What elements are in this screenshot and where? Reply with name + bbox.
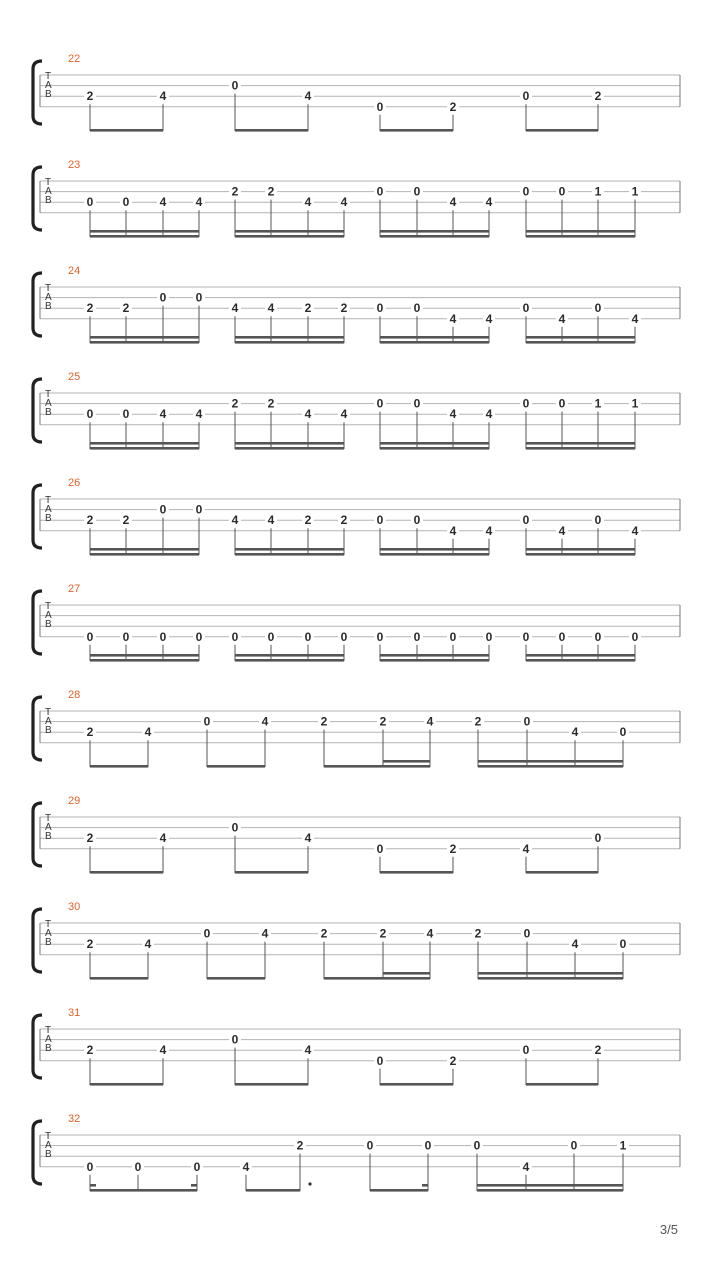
fret-number: 4 (195, 407, 203, 422)
fret-number: 0 (122, 629, 130, 644)
beam (380, 659, 489, 662)
beam (324, 765, 430, 768)
measure-number: 23 (68, 159, 81, 171)
fret-number: 2 (379, 926, 387, 941)
beam-stub (422, 1184, 428, 1187)
fret-number: 0 (594, 831, 602, 846)
beam (90, 336, 199, 339)
beam (90, 765, 148, 768)
tab-system (33, 477, 680, 556)
fret-number: 0 (413, 629, 421, 644)
fret-number: 0 (413, 301, 421, 316)
fret-number: 4 (159, 89, 167, 104)
fret-number: 0 (86, 195, 94, 210)
fret-number: 0 (558, 184, 566, 199)
tab-clef-letter: A (45, 610, 52, 621)
beam (380, 442, 489, 445)
tab-system (33, 583, 680, 662)
tab-clef-letter: B (45, 831, 52, 842)
tab-clef-letter: A (45, 398, 52, 409)
fret-number: 0 (195, 629, 203, 644)
fret-number: 0 (619, 725, 627, 740)
tab-clef-letter: A (45, 1140, 52, 1151)
beam (90, 977, 148, 980)
fret-number: 0 (413, 396, 421, 411)
fret-number: 2 (304, 301, 312, 316)
fret-number: 0 (86, 407, 94, 422)
beam (380, 548, 489, 551)
fret-number: 0 (376, 301, 384, 316)
beam (90, 230, 199, 233)
fret-number: 4 (144, 937, 152, 952)
tab-clef-letter: B (45, 619, 52, 630)
tab-clef-letter: A (45, 1034, 52, 1045)
beam (478, 765, 623, 768)
fret-number: 2 (340, 513, 348, 528)
system-bracket (33, 167, 42, 230)
fret-number: 4 (449, 523, 457, 538)
fret-number: 4 (267, 301, 275, 316)
fret-number: 0 (134, 1159, 142, 1174)
fret-number: 2 (231, 184, 239, 199)
fret-number: 4 (449, 407, 457, 422)
beam (477, 1184, 623, 1187)
fret-number: 0 (122, 407, 130, 422)
beam (380, 129, 453, 132)
tab-clef-letter: B (45, 513, 52, 524)
fret-number: 4 (449, 311, 457, 326)
tab-clef-letter: A (45, 928, 52, 939)
fret-number: 2 (122, 301, 130, 316)
beam (235, 230, 344, 233)
fret-number: 1 (631, 396, 639, 411)
fret-number: 2 (474, 714, 482, 729)
fret-number: 4 (159, 407, 167, 422)
fret-number: 0 (159, 290, 167, 305)
fret-number: 2 (296, 1138, 304, 1153)
beam (235, 553, 344, 556)
tab-system (33, 1113, 680, 1192)
tab-system (33, 159, 680, 238)
tab-clef-letter: A (45, 80, 52, 91)
fret-number: 0 (122, 195, 130, 210)
fret-number: 2 (267, 184, 275, 199)
tab-clef-letter: A (45, 186, 52, 197)
tab-system (33, 795, 680, 874)
fret-number: 2 (594, 1043, 602, 1058)
fret-number: 0 (449, 629, 457, 644)
fret-number: 4 (159, 195, 167, 210)
fret-number: 4 (340, 407, 348, 422)
fret-number: 2 (86, 89, 94, 104)
system-bracket (33, 909, 42, 972)
beam (380, 230, 489, 233)
beam (207, 977, 265, 980)
fret-number: 0 (522, 396, 530, 411)
beam (526, 336, 635, 339)
fret-number: 2 (379, 714, 387, 729)
tab-clef-letter: A (45, 504, 52, 515)
beam (324, 977, 430, 980)
fret-number: 0 (376, 99, 384, 114)
beam (235, 548, 344, 551)
fret-number: 2 (86, 301, 94, 316)
beam (380, 447, 489, 450)
system-bracket (33, 803, 42, 866)
beam (526, 230, 635, 233)
fret-number: 0 (231, 78, 239, 93)
fret-number: 1 (631, 184, 639, 199)
fret-number: 0 (424, 1138, 432, 1153)
fret-number: 4 (242, 1159, 250, 1174)
fret-number: 1 (619, 1138, 627, 1153)
fret-number: 0 (86, 1159, 94, 1174)
fret-number: 2 (231, 396, 239, 411)
tab-clef-letter: A (45, 822, 52, 833)
fret-number: 0 (558, 396, 566, 411)
fret-number: 1 (594, 184, 602, 199)
beam (526, 447, 635, 450)
fret-number: 2 (449, 99, 457, 114)
tab-clef-letter: T (45, 601, 52, 612)
fret-number: 4 (261, 714, 269, 729)
fret-number: 4 (485, 407, 493, 422)
fret-number: 4 (558, 523, 566, 538)
fret-number: 4 (231, 301, 239, 316)
fret-number: 0 (522, 513, 530, 528)
system-bracket (33, 379, 42, 442)
beam (526, 548, 635, 551)
system-bracket (33, 697, 42, 760)
fret-number: 2 (267, 396, 275, 411)
beam (235, 447, 344, 450)
tab-clef-letter: B (45, 89, 52, 100)
beam (380, 654, 489, 657)
fret-number: 4 (522, 1159, 530, 1174)
fret-number: 0 (558, 629, 566, 644)
fret-number: 2 (86, 937, 94, 952)
fret-number: 2 (594, 89, 602, 104)
tab-clef-letter: B (45, 407, 52, 418)
fret-number: 2 (320, 926, 328, 941)
measure-number: 31 (68, 1007, 81, 1019)
beam (235, 129, 308, 132)
fret-number: 0 (231, 820, 239, 835)
measure-number: 24 (68, 265, 81, 277)
tab-system (33, 1007, 680, 1086)
beam (526, 341, 635, 344)
beam (90, 442, 199, 445)
fret-number: 4 (485, 311, 493, 326)
fret-number: 0 (195, 502, 203, 517)
fret-number: 2 (449, 1053, 457, 1068)
tab-clef-letter: T (45, 389, 52, 400)
tab-clef-letter: T (45, 707, 52, 718)
system-bracket (33, 273, 42, 336)
tab-clef-letter: B (45, 937, 52, 948)
fret-number: 0 (594, 301, 602, 316)
fret-number: 0 (159, 502, 167, 517)
measure-number: 30 (68, 901, 81, 913)
tab-clef-letter: B (45, 1149, 52, 1160)
beam (90, 871, 163, 874)
fret-number: 4 (267, 513, 275, 528)
beam (235, 871, 308, 874)
fret-number: 4 (571, 937, 579, 952)
dot (308, 1182, 311, 1185)
partial-beam (383, 972, 430, 975)
measure-number: 27 (68, 583, 81, 595)
fret-number: 0 (195, 290, 203, 305)
fret-number: 2 (86, 725, 94, 740)
fret-number: 4 (631, 311, 639, 326)
fret-number: 0 (376, 513, 384, 528)
fret-number: 0 (203, 714, 211, 729)
tab-clef-letter: B (45, 301, 52, 312)
fret-number: 4 (304, 1043, 312, 1058)
beam (380, 553, 489, 556)
fret-number: 0 (159, 629, 167, 644)
beam (90, 447, 199, 450)
beam (380, 1083, 453, 1086)
fret-number: 0 (86, 629, 94, 644)
system-bracket (33, 1121, 42, 1184)
fret-number: 0 (376, 629, 384, 644)
system-bracket (33, 61, 42, 124)
fret-number: 2 (122, 513, 130, 528)
fret-number: 4 (304, 89, 312, 104)
fret-number: 0 (267, 629, 275, 644)
fret-number: 4 (426, 926, 434, 941)
tab-clef-letter: T (45, 1025, 52, 1036)
fret-number: 0 (594, 629, 602, 644)
tab-clef-letter: A (45, 716, 52, 727)
partial-beam (383, 760, 430, 763)
fret-number: 0 (376, 1053, 384, 1068)
tab-system (33, 53, 680, 132)
tab-clef-letter: T (45, 495, 52, 506)
beam (526, 235, 635, 238)
tab-clef-letter: T (45, 813, 52, 824)
fret-number: 4 (304, 407, 312, 422)
beam (235, 659, 344, 662)
beam (90, 129, 163, 132)
fret-number: 0 (231, 1032, 239, 1047)
fret-number: 0 (522, 184, 530, 199)
beam (478, 760, 623, 763)
fret-number: 4 (261, 926, 269, 941)
measure-number: 22 (68, 53, 81, 65)
fret-number: 2 (86, 1043, 94, 1058)
fret-number: 4 (304, 195, 312, 210)
beam (370, 1189, 428, 1192)
fret-number: 4 (485, 523, 493, 538)
measure-number: 26 (68, 477, 81, 489)
beam (90, 553, 199, 556)
fret-number: 0 (413, 184, 421, 199)
fret-number: 4 (159, 1043, 167, 1058)
fret-number: 4 (304, 831, 312, 846)
fret-number: 0 (366, 1138, 374, 1153)
beam (526, 871, 598, 874)
system-bracket (33, 485, 42, 548)
fret-number: 0 (522, 1043, 530, 1058)
fret-number: 0 (376, 841, 384, 856)
beam (235, 442, 344, 445)
fret-number: 4 (426, 714, 434, 729)
page-number: 3/5 (659, 1222, 678, 1237)
fret-number: 4 (558, 311, 566, 326)
fret-number: 0 (376, 184, 384, 199)
tab-clef-letter: B (45, 725, 52, 736)
beam (526, 442, 635, 445)
beam (380, 871, 453, 874)
fret-number: 2 (304, 513, 312, 528)
tab-clef-letter: T (45, 71, 52, 82)
fret-number: 4 (522, 841, 530, 856)
beam (478, 972, 623, 975)
fret-number: 4 (340, 195, 348, 210)
beam (235, 654, 344, 657)
measure-number: 29 (68, 795, 81, 807)
beam (526, 1083, 598, 1086)
beam (90, 548, 199, 551)
fret-number: 0 (522, 89, 530, 104)
fret-number: 2 (86, 831, 94, 846)
tab-system (33, 371, 680, 450)
beam (380, 336, 489, 339)
fret-number: 0 (376, 396, 384, 411)
fret-number: 2 (340, 301, 348, 316)
beam (207, 765, 265, 768)
beam (235, 1083, 308, 1086)
beam (477, 1189, 623, 1192)
fret-number: 4 (144, 725, 152, 740)
fret-number: 0 (485, 629, 493, 644)
fret-number: 0 (523, 714, 531, 729)
beam (526, 553, 635, 556)
fret-number: 4 (159, 831, 167, 846)
fret-number: 0 (619, 937, 627, 952)
tab-clef-letter: A (45, 292, 52, 303)
measure-number: 32 (68, 1113, 81, 1125)
fret-number: 0 (522, 301, 530, 316)
fret-number: 2 (474, 926, 482, 941)
tab-clef-letter: T (45, 1131, 52, 1142)
fret-number: 2 (449, 841, 457, 856)
tab-system (33, 265, 680, 344)
fret-number: 4 (195, 195, 203, 210)
tab-clef-letter: T (45, 283, 52, 294)
beam (235, 235, 344, 238)
fret-number: 0 (631, 629, 639, 644)
beam (526, 129, 598, 132)
tab-clef-letter: B (45, 1043, 52, 1054)
fret-number: 0 (523, 926, 531, 941)
beam (380, 341, 489, 344)
beam (526, 659, 635, 662)
beam (380, 235, 489, 238)
fret-number: 0 (193, 1159, 201, 1174)
beam (90, 659, 199, 662)
fret-number: 0 (413, 513, 421, 528)
beam (90, 1189, 197, 1192)
tab-clef-letter: B (45, 195, 52, 206)
beam (90, 1083, 163, 1086)
tab-clef-letter: T (45, 919, 52, 930)
beam (235, 336, 344, 339)
beam (235, 341, 344, 344)
system-bracket (33, 1015, 42, 1078)
fret-number: 4 (231, 513, 239, 528)
fret-number: 4 (485, 195, 493, 210)
fret-number: 2 (86, 513, 94, 528)
beam-stub (191, 1184, 197, 1187)
fret-number: 4 (449, 195, 457, 210)
tab-system (33, 901, 680, 980)
fret-number: 0 (340, 629, 348, 644)
beam (90, 341, 199, 344)
fret-number: 0 (203, 926, 211, 941)
beam-stub (90, 1184, 96, 1187)
beam (246, 1189, 300, 1192)
fret-number: 0 (570, 1138, 578, 1153)
fret-number: 0 (304, 629, 312, 644)
fret-number: 0 (522, 629, 530, 644)
fret-number: 0 (473, 1138, 481, 1153)
fret-number: 0 (594, 513, 602, 528)
measure-number: 25 (68, 371, 81, 383)
beam (526, 654, 635, 657)
tab-system (33, 689, 680, 768)
beam (478, 977, 623, 980)
fret-number: 4 (571, 725, 579, 740)
measure-number: 28 (68, 689, 81, 701)
fret-number: 1 (594, 396, 602, 411)
system-bracket (33, 591, 42, 654)
beam (90, 235, 199, 238)
tab-clef-letter: T (45, 177, 52, 188)
fret-number: 2 (320, 714, 328, 729)
fret-number: 4 (631, 523, 639, 538)
beam (90, 654, 199, 657)
fret-number: 0 (231, 629, 239, 644)
